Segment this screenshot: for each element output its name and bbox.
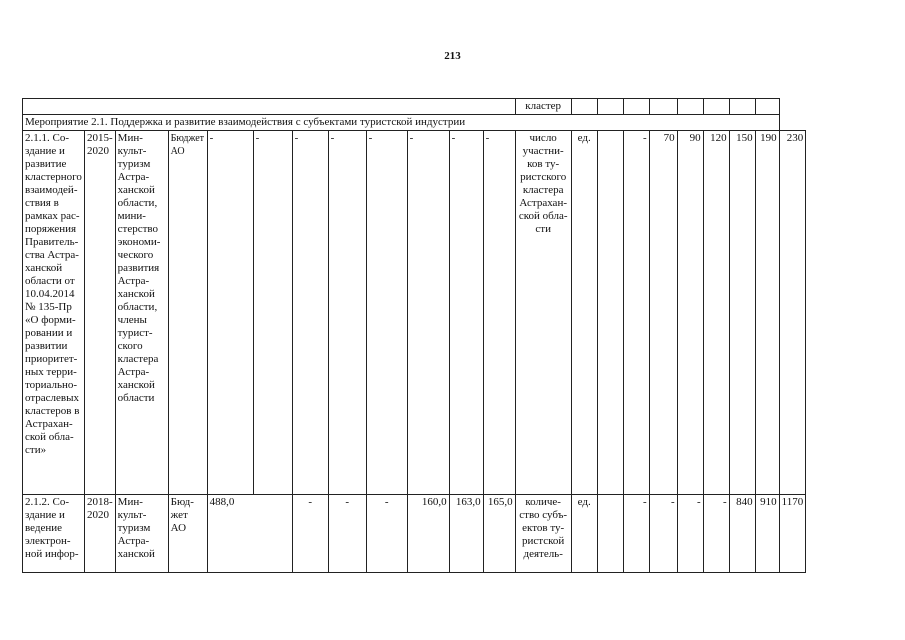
source-cell: Бюджет АО (168, 131, 207, 495)
table-row (23, 131, 806, 495)
finance-cell: - (292, 131, 328, 495)
finance-cell: 488,0 (207, 495, 292, 573)
value-cell: - (703, 495, 729, 573)
value-cell: 120 (703, 131, 729, 495)
finance-cell: 163,0 (449, 495, 483, 573)
table-cell (571, 99, 597, 115)
measure-id-cell: 2.1.1. Со- здание и развитие кластерного взаимодей- ствия в рамках рас- поряжения Правитель- ства Астра- ханской области от 10.04.2014 № 135-Пр «О форми- ровании и развитии приоритет- ных терри- ториально- отраслевых кластеров в Астрахан- ской обла- сти» (23, 131, 85, 495)
section-row (23, 115, 806, 131)
value-cell (597, 131, 623, 495)
value-cell: 190 (755, 131, 779, 495)
table-cell (755, 99, 779, 115)
unit-cell: ед. (571, 131, 597, 495)
table-row (23, 495, 806, 573)
measure-id-cell: 2.1.2. Со- здание и ведение электрон- ной инфор- (23, 495, 85, 573)
finance-cell: - (207, 131, 253, 495)
indicator-cell: количе- ство субъ- ектов ту- ристской деятель- (515, 495, 571, 573)
finance-cell: - (328, 131, 366, 495)
unit-cell: ед. (571, 495, 597, 573)
indicator-cell: кластер (515, 99, 571, 115)
table-row (23, 99, 806, 115)
value-cell: - (649, 495, 677, 573)
table-cell (23, 99, 516, 115)
table-cell (623, 99, 649, 115)
value-cell: 910 (755, 495, 779, 573)
finance-cell: - (449, 131, 483, 495)
value-cell: - (677, 495, 703, 573)
value-cell: 70 (649, 131, 677, 495)
value-cell: - (623, 495, 649, 573)
executor-cell: Мин- культ- туризм Астра- ханской области, мини- стерство экономи- ческого развития Астра- ханской области, члены турист- ского кластера Астра- ханской области (115, 131, 168, 495)
table-cell (597, 99, 623, 115)
executor-cell: Мин- культ- туризм Астра- ханской (115, 495, 168, 573)
measures-table (22, 98, 806, 573)
table-cell (703, 99, 729, 115)
finance-cell: 165,0 (483, 495, 515, 573)
table-cell (729, 99, 755, 115)
value-cell: 90 (677, 131, 703, 495)
period-cell: 2018- 2020 (85, 495, 116, 573)
value-cell (597, 495, 623, 573)
page-number: 213 (444, 50, 461, 62)
value-cell: 150 (729, 131, 755, 495)
period-cell: 2015- 2020 (85, 131, 116, 495)
table-cell (649, 99, 677, 115)
section-title: Мероприятие 2.1. Поддержка и развитие взаимодействия с субъектами туристской индустрии (23, 115, 780, 131)
value-cell: - (623, 131, 649, 495)
table-cell (677, 99, 703, 115)
indicator-cell: число участни- ков ту- ристского кластера Астрахан- ской обла- сти (515, 131, 571, 495)
finance-cell: - (366, 495, 407, 573)
finance-cell: - (483, 131, 515, 495)
finance-cell: 160,0 (407, 495, 449, 573)
finance-cell: - (407, 131, 449, 495)
value-cell: 840 (729, 495, 755, 573)
finance-cell: - (292, 495, 328, 573)
finance-cell: - (253, 131, 292, 495)
finance-cell: - (366, 131, 407, 495)
value-cell: 230 (779, 131, 806, 495)
finance-cell: - (328, 495, 366, 573)
source-cell: Бюд- жет АО (168, 495, 207, 573)
value-cell: 1170 (779, 495, 806, 573)
